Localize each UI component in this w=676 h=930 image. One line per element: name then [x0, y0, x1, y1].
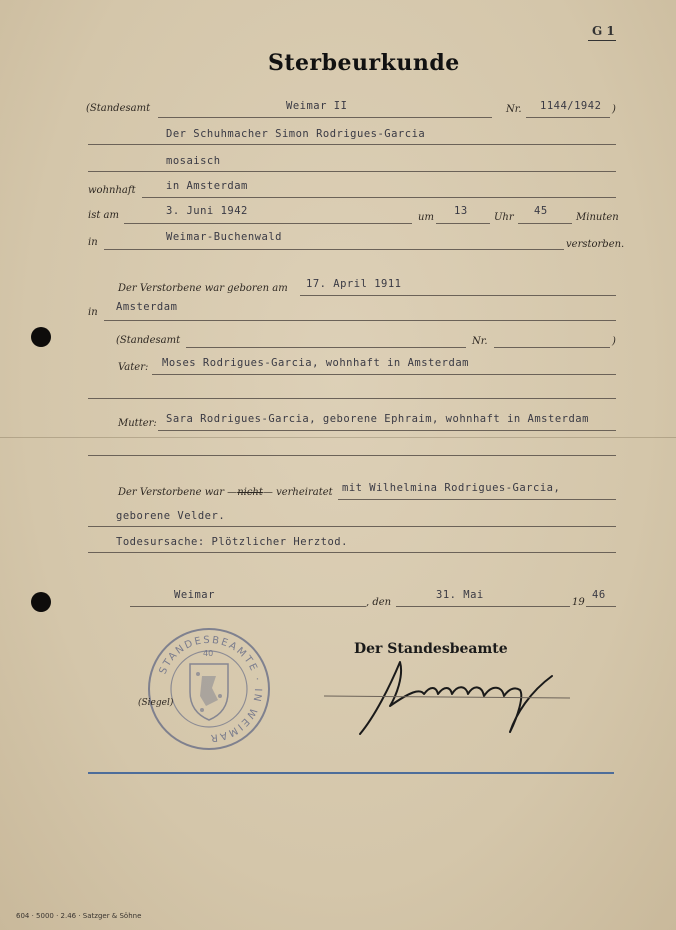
- death-in-label: in: [88, 237, 98, 248]
- official-signature: [320, 656, 580, 736]
- minuten-label: Minuten: [576, 212, 619, 223]
- marriage-struck-word: nicht: [237, 487, 263, 498]
- birth-in-label: in: [88, 307, 98, 318]
- official-seal: [146, 626, 272, 752]
- blue-separator-line: [88, 772, 614, 774]
- spouse-maiden: geborene Velder.: [116, 510, 226, 522]
- death-date-line: [124, 223, 412, 224]
- issue-place: Weimar: [174, 589, 215, 601]
- spouse-maiden-line: [88, 526, 616, 527]
- religion-line: [88, 171, 616, 172]
- verstorben-label: verstorben.: [566, 239, 625, 250]
- standesamt-value: Weimar II: [286, 100, 348, 112]
- birth-place: Amsterdam: [116, 301, 178, 313]
- marriage-label-suffix: — verheiratet: [262, 487, 333, 498]
- mother-label: Mutter:: [118, 418, 157, 429]
- register-number: 1144/1942: [540, 100, 602, 112]
- year-prefix: 19: [572, 597, 585, 608]
- page-fold: [0, 437, 676, 438]
- footer-imprint: 604 · 5000 · 2.46 · Satzger & Söhne: [16, 912, 142, 920]
- death-date: 3. Juni 1942: [166, 205, 248, 217]
- deceased-line: [88, 144, 616, 145]
- issue-place-line: [130, 606, 366, 607]
- document-title: Sterbeurkunde: [268, 50, 460, 76]
- form-code-underline: [588, 40, 616, 41]
- nr-line: [526, 117, 610, 118]
- deceased-name: Der Schuhmacher Simon Rodrigues-Garcia: [166, 128, 426, 140]
- hour-line: [436, 223, 490, 224]
- birth-date: 17. April 1911: [306, 278, 402, 290]
- nr-label: Nr.: [506, 104, 522, 115]
- residence-line: [142, 197, 616, 198]
- standesamt-line: [158, 117, 492, 118]
- seal-graphic: [146, 626, 272, 752]
- standesamt-label: (Standesamt: [86, 103, 151, 114]
- father-label: Vater:: [118, 362, 149, 373]
- death-place: Weimar-Buchenwald: [166, 231, 282, 243]
- ist-am-label: ist am: [88, 210, 119, 221]
- seal-number: 40: [203, 649, 214, 658]
- father-extra-line: [88, 398, 616, 399]
- mother-value: Sara Rodrigues-Garcia, geborene Ephraim, wohnhaft in Amsterdam: [166, 413, 589, 425]
- cause-label: Todesursache:: [116, 536, 205, 548]
- birth-date-line: [300, 295, 616, 296]
- mother-line: [158, 430, 616, 431]
- death-hour: 13: [454, 205, 468, 217]
- official-title: Der Standesbeamte: [354, 641, 508, 657]
- birth-nr-line: [494, 347, 610, 348]
- marriage-label-prefix: Der Verstorbene war —: [118, 487, 238, 498]
- spouse-line: [338, 499, 616, 500]
- uhr-label: Uhr: [494, 212, 514, 223]
- seal-ring-text: STANDESBEAMTE · IN WEIMAR: [157, 634, 264, 744]
- marriage-label: [118, 487, 333, 498]
- cause-value: Plötzlicher Herztod.: [211, 536, 348, 548]
- mother-extra-line: [88, 455, 616, 456]
- father-value: Moses Rodrigues-Garcia, wohnhaft in Amsterdam: [162, 357, 469, 369]
- issue-date-line: [396, 606, 570, 607]
- birth-nr-label: Nr.: [472, 336, 488, 347]
- religion-value: mosaisch: [166, 155, 221, 167]
- residence-label: wohnhaft: [88, 185, 136, 196]
- year-suffix: 46: [592, 589, 606, 601]
- death-minutes: 45: [534, 205, 548, 217]
- form-code: G 1: [592, 24, 615, 38]
- den-label: , den: [366, 597, 392, 608]
- punch-hole: [31, 592, 51, 612]
- birth-standesamt-close: ): [612, 336, 616, 347]
- issue-date: 31. Mai: [436, 589, 484, 601]
- birth-standesamt-line: [186, 347, 466, 348]
- standesamt-close: ): [612, 104, 616, 115]
- year-line: [586, 606, 616, 607]
- cause-line: [88, 552, 616, 553]
- seal-label: (Siegel): [138, 698, 174, 708]
- birth-place-line: [104, 320, 616, 321]
- birth-label: Der Verstorbene war geboren am: [118, 283, 288, 294]
- punch-hole: [31, 327, 51, 347]
- cause-of-death: [116, 536, 348, 548]
- residence-value: in Amsterdam: [166, 180, 248, 192]
- spouse-name: mit Wilhelmina Rodrigues-Garcia,: [342, 482, 561, 494]
- death-place-line: [104, 249, 564, 250]
- minutes-line: [518, 223, 572, 224]
- birth-standesamt-label: (Standesamt: [116, 335, 181, 346]
- um-label: um: [418, 212, 434, 223]
- father-line: [152, 374, 616, 375]
